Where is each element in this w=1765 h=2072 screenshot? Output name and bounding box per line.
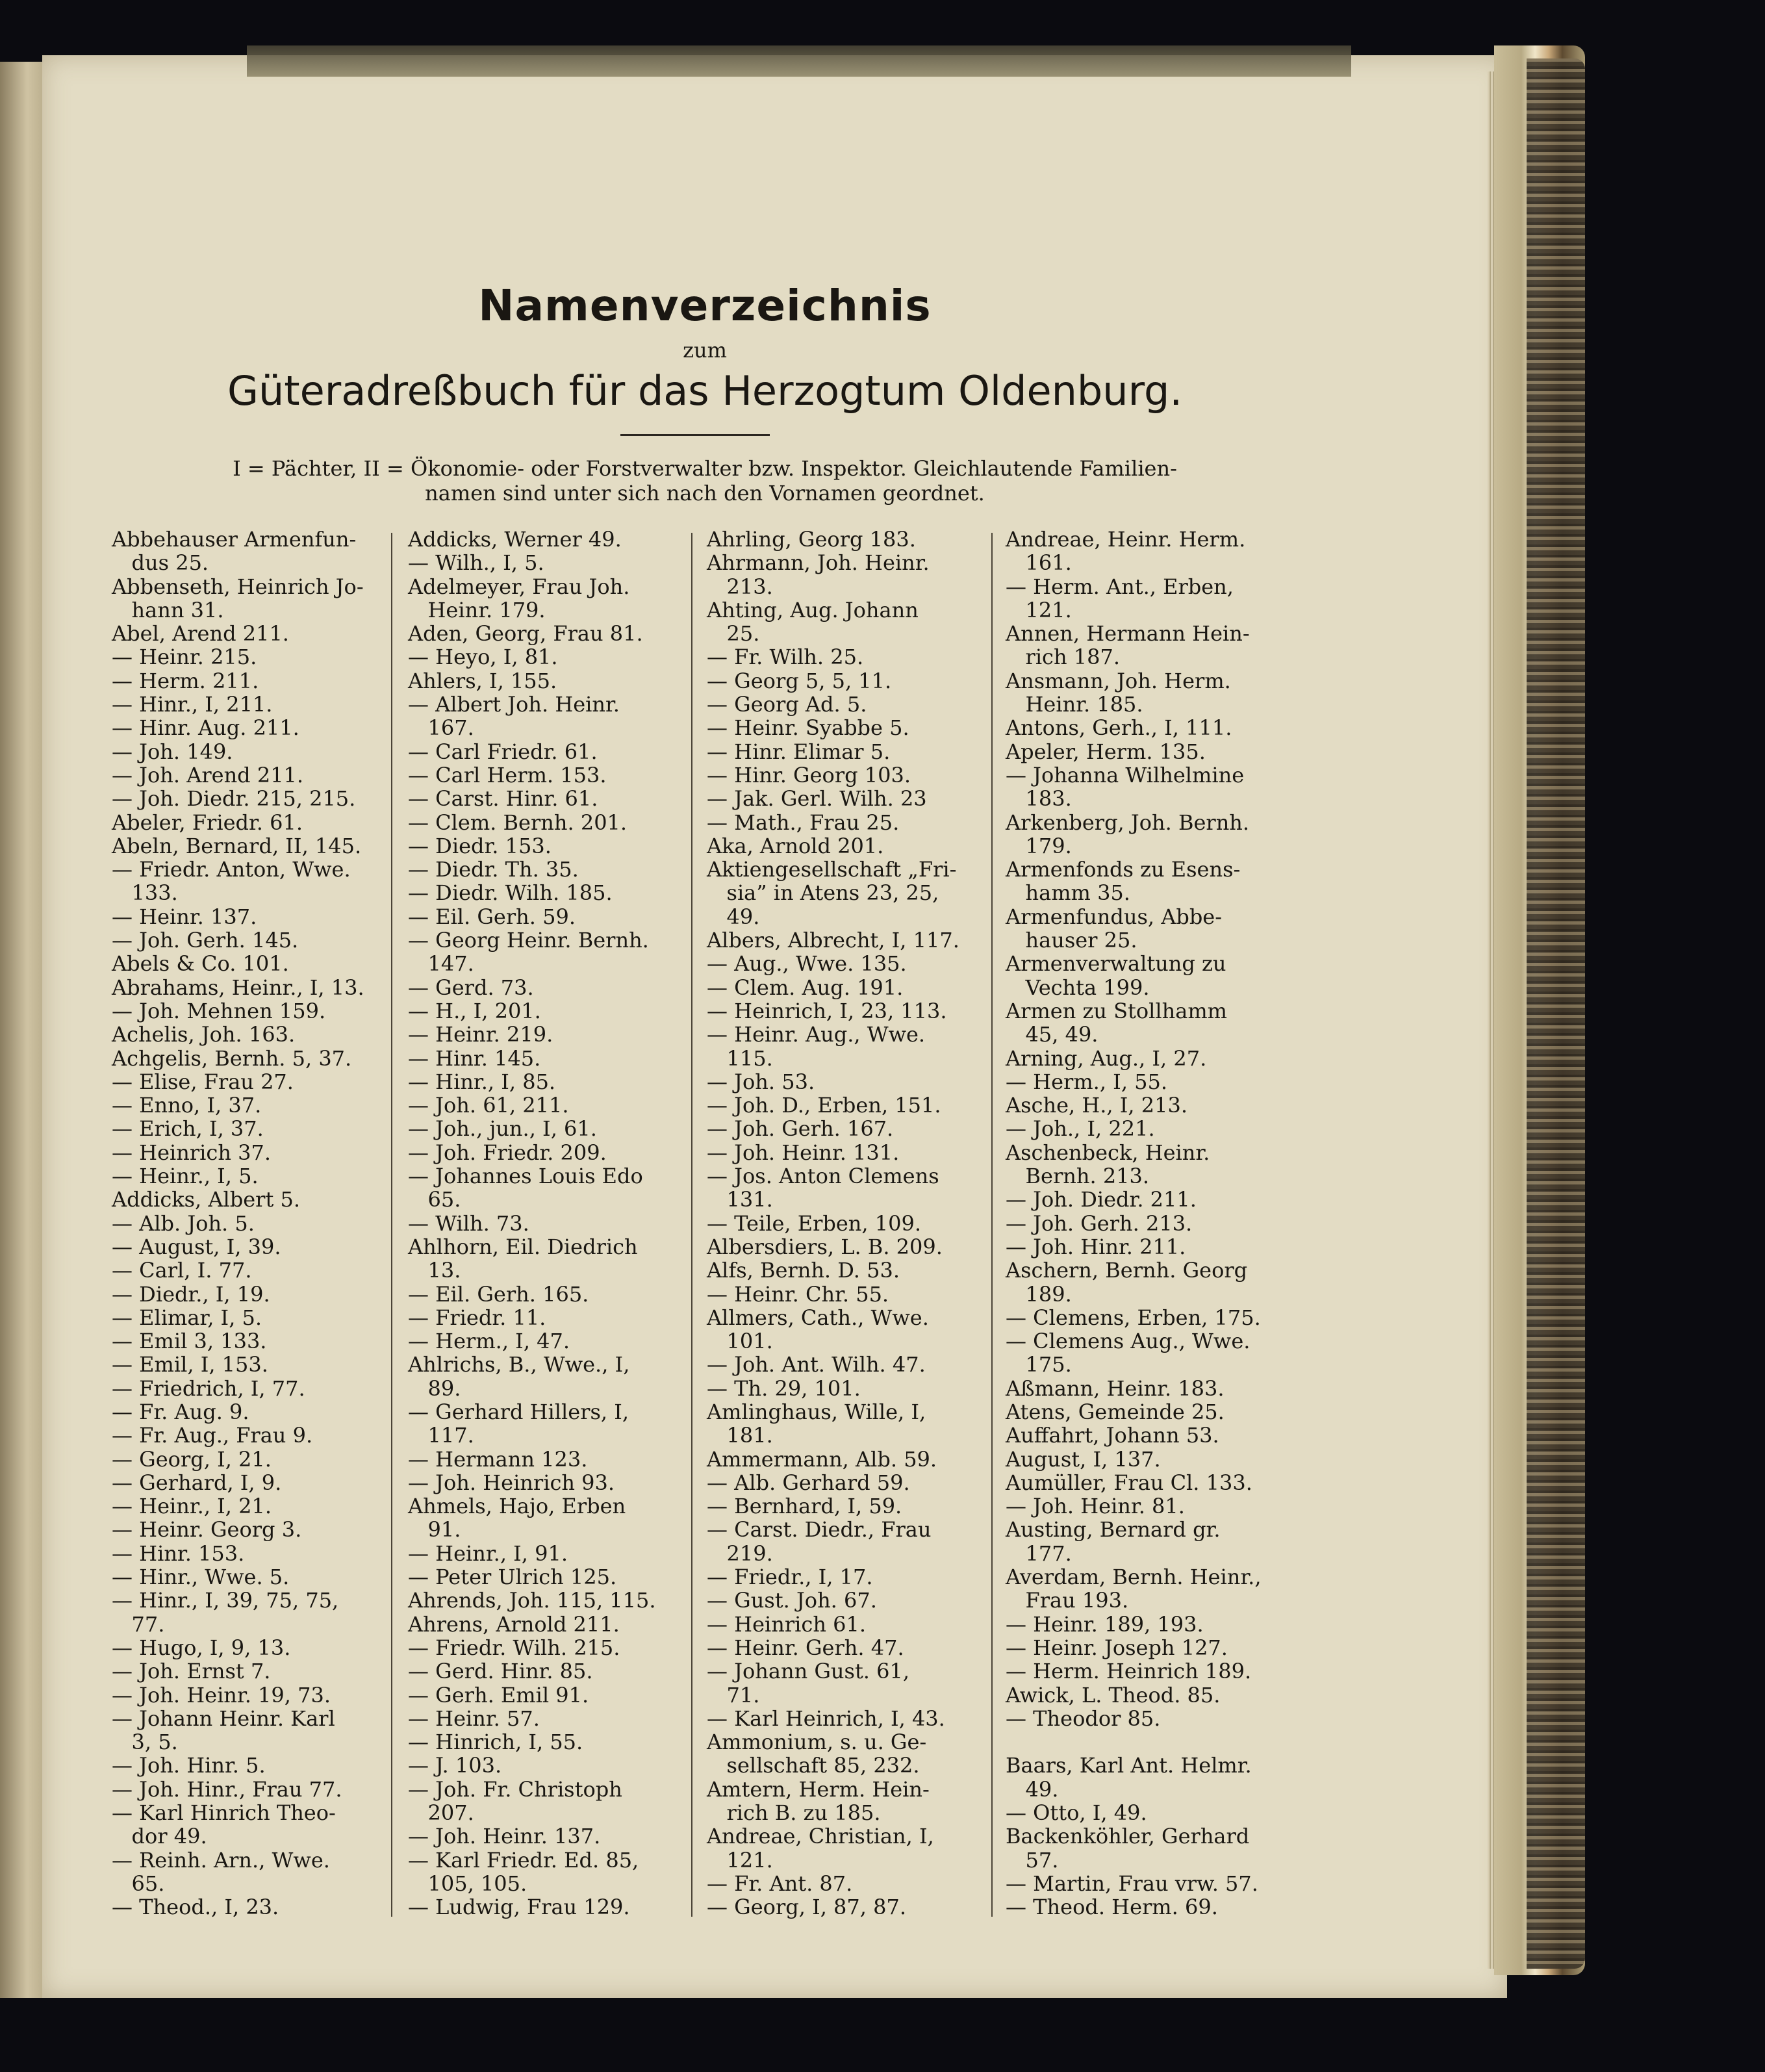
index-entry: — Eil. Gerh. 165. [408,1281,589,1307]
index-entry: 49. [707,904,760,929]
index-entry: — Joh. Arend 211. [112,762,304,787]
index-entry: 91. [408,1517,461,1542]
index-entry: Armenverwaltung zu [1006,951,1226,977]
index-entry: — Herm. Ant., Erben, [1006,574,1234,599]
index-entry: — Jos. Anton Clemens [707,1164,939,1189]
index-entry: Ahrens, Arnold 211. [408,1611,620,1637]
index-entry: 121. [707,1847,773,1873]
index-entry: — Diedr. Wilh. 185. [408,880,613,906]
index-entry: Ahlrichs, B., Wwe., I, [408,1352,630,1377]
index-entry: 117. [408,1423,474,1448]
index-entry: — Joh. 53. [707,1069,815,1094]
index-entry: — Hermann 123. [408,1446,588,1472]
index-entry: — Heinr. Georg 3. [112,1517,302,1542]
index-entry: — Gust. Joh. 67. [707,1588,877,1613]
index-entry: 177. [1006,1541,1072,1566]
index-entry: — Math., Frau 25. [707,810,900,835]
index-entry: Albers, Albrecht, I, 117. [707,928,959,953]
index-column-3 [707,528,959,1919]
index-entry: Aktiengesellschaft „Fri- [707,857,957,882]
index-entry: — Aug., Wwe. 135. [707,951,907,977]
index-entry: Arning, Aug., I, 27. [1006,1045,1207,1071]
index-entry: 167. [408,715,474,741]
index-entry: Awick, L. Theod. 85. [1006,1682,1221,1707]
index-entry: rich B. zu 185. [707,1800,881,1826]
index-entry: — Joh. Ernst 7. [112,1659,271,1684]
index-entry: — Joh. 149. [112,739,233,764]
index-entry: — Hinr. Aug. 211. [112,715,299,741]
index-entry: rich 187. [1006,645,1120,670]
index-entry: — Emil 3, 133. [112,1329,267,1354]
index-entry: 219. [707,1541,773,1566]
index-entry: — Hinr., Wwe. 5. [112,1565,290,1590]
index-entry: — Georg Heinr. Bernh. [408,928,649,953]
index-entry: Abel, Arend 211. [112,621,289,646]
index-entry: — Hinr. 145. [408,1045,541,1071]
index-entry: Bernh. 213. [1006,1164,1150,1189]
index-entry: — Th. 29, 101. [707,1375,861,1401]
index-entry: Addicks, Albert 5. [112,1187,301,1212]
index-entry: — Hinr., I, 39, 75, 75, [112,1588,339,1613]
index-entry: — Georg, I, 21. [112,1446,272,1472]
index-entry: Ahmels, Hajo, Erben [408,1494,626,1519]
index-entry: — Otto, I, 49. [1006,1800,1147,1826]
index-entry: 183. [1006,786,1072,812]
index-entry: — Hinr. Elimar 5. [707,739,891,764]
index-column-4 [1006,528,1262,1919]
page-subtitle: zum [683,338,727,363]
index-entry: — Joh. Heinr. 131. [707,1140,900,1165]
index-entry: — Herm., I, 47. [408,1329,570,1354]
index-entry: 179. [1006,833,1072,858]
index-entry: Heinr. 179. [408,597,546,622]
index-entry: Arkenberg, Joh. Bernh. [1006,810,1250,835]
index-entry: Aumüller, Frau Cl. 133. [1006,1470,1252,1495]
index-column-2 [408,528,656,1919]
index-entry: Abeln, Bernard, II, 145. [112,833,362,858]
index-entry: Atens, Gemeinde 25. [1006,1399,1225,1424]
index-entry: — Hinr. 153. [112,1541,245,1566]
index-entry: Addicks, Werner 49. [408,527,622,552]
index-entry: Vechta 199. [1006,975,1150,1000]
index-entry: — Hugo, I, 9, 13. [112,1635,291,1660]
index-entry: — Carl Friedr. 61. [408,739,598,764]
index-entry: — Gerd. Hinr. 85. [408,1659,593,1684]
index-entry: 65. [112,1871,165,1896]
index-entry: — Joh. Heinrich 93. [408,1470,615,1495]
index-entry: — Friedrich, I, 77. [112,1375,305,1401]
index-entry: — Georg 5, 5, 11. [707,668,892,693]
index-entry: Baars, Karl Ant. Helmr. [1006,1753,1252,1778]
index-entry: — Heinr. 57. [408,1706,540,1731]
index-entry: 3, 5. [112,1730,178,1755]
index-entry: Ammonium, s. u. Ge- [707,1730,927,1755]
index-entry: — J. 103. [408,1753,502,1778]
index-entry: — Carst. Diedr., Frau [707,1517,932,1542]
index-entry: — Joh. Friedr. 209. [408,1140,607,1165]
index-entry: Aka, Arnold 201. [707,833,884,858]
index-entry: — Joh. Heinr. 19, 73. [112,1682,331,1707]
index-entry: Armenfundus, Abbe- [1006,904,1223,929]
index-entry: — Theod., I, 23. [112,1895,279,1920]
index-entry: Ammermann, Alb. 59. [707,1446,937,1472]
index-entry: — Theod. Herm. 69. [1006,1895,1218,1920]
index-entry: Abrahams, Heinr., I, 13. [112,975,364,1000]
index-entry: — Fr. Wilh. 25. [707,645,864,670]
index-entry: — Herm., I, 55. [1006,1069,1168,1094]
index-entry: — Joh. Heinr. 81. [1006,1494,1185,1519]
index-entry: — Eil. Gerh. 59. [408,904,576,929]
index-entry: — Heinr., I, 91. [408,1541,568,1566]
index-entry: — Reinh. Arn., Wwe. [112,1847,330,1873]
book-title: Güteradreßbuch für das Herzogtum Oldenburg. [227,367,1183,415]
index-entry: — Heinr. 215. [112,645,257,670]
index-entry: — Heinr., I, 5. [112,1164,259,1189]
index-entry: 77. [112,1611,165,1637]
index-entry: — Erich, I, 37. [112,1116,264,1142]
index-column-1 [112,528,364,1919]
index-entry: sia” in Atens 23, 25, [707,880,939,906]
index-entry: — August, I, 39. [112,1234,281,1259]
index-entry: Abbenseth, Heinrich Jo- [112,574,364,599]
index-entry: — Alb. Joh. 5. [112,1210,255,1236]
index-entry: Armen zu Stollhamm [1006,998,1227,1023]
index-entry: Averdam, Bernh. Heinr., [1006,1565,1262,1590]
index-entry: — Clemens, Erben, 175. [1006,1305,1261,1330]
index-entry: — Karl Hinrich Theo- [112,1800,336,1826]
index-entry: Asche, H., I, 213. [1006,1093,1187,1118]
index-entry: — Peter Ulrich 125. [408,1565,617,1590]
index-entry: — Fr. Aug. 9. [112,1399,249,1424]
index-entry: Allmers, Cath., Wwe. [707,1305,929,1330]
book-cover-edge [1527,58,1585,1969]
index-entry: hamm 35. [1006,880,1130,906]
index-entry: — Fr. Aug., Frau 9. [112,1423,313,1448]
index-entry: — Bernhard, I, 59. [707,1494,902,1519]
index-entry: — Friedr., I, 17. [707,1565,873,1590]
previous-page-edge [0,62,47,1998]
index-entry: — Johann Gust. 61, [707,1659,910,1684]
index-entry: Abbehauser Armenfun- [112,527,357,552]
index-entry: Adelmeyer, Frau Joh. [408,574,630,599]
index-entry: — Georg, I, 87, 87. [707,1895,906,1920]
index-entry: 181. [707,1423,773,1448]
index-entry: 121. [1006,597,1072,622]
title-rule [620,434,770,436]
index-entry: — Hinr. Georg 103. [707,762,911,787]
index-entry: — Joh. Fr. Christoph [408,1776,622,1802]
index-entry: Heinr. 185. [1006,692,1143,717]
index-entry: — Joh. Heinr. 137. [408,1824,601,1849]
index-entry: — Johann Heinr. Karl [112,1706,335,1731]
index-entry: 189. [1006,1281,1072,1307]
index-entry: — Joh. Hinr. 211. [1006,1234,1186,1259]
page-title: Namenverzeichnis [478,281,932,331]
index-entry: — Friedr. Anton, Wwe. [112,857,351,882]
index-entry: 207. [408,1800,474,1826]
index-entry: Alfs, Bernh. D. 53. [707,1258,900,1283]
index-entry: 131. [707,1187,773,1212]
index-entry: — Joh. Mehnen 159. [112,998,326,1023]
index-entry: hauser 25. [1006,928,1137,953]
index-entry: 57. [1006,1847,1059,1873]
index-entry: — Georg Ad. 5. [707,692,867,717]
index-entry: — Joh. 61, 211. [408,1093,569,1118]
index-entry: — Wilh., I, 5. [408,550,544,576]
index-entry: — Emil, I, 153. [112,1352,268,1377]
index-entry: — Herm. Heinrich 189. [1006,1659,1252,1684]
index-entry: — Heinr., I, 21. [112,1494,272,1519]
index-entry: Armenfonds zu Esens- [1006,857,1241,882]
index-entry: 71. [707,1682,760,1707]
legend-line-2: namen sind unter sich nach den Vornamen geordnet. [425,481,985,505]
index-entry: 133. [112,880,178,906]
index-entry: dus 25. [112,550,209,576]
index-entry: — Heinr. 189, 193. [1006,1611,1204,1637]
index-entry: — Diedr. Th. 35. [408,857,579,882]
index-entry: — Herm. 211. [112,668,259,693]
index-entry: 65. [408,1187,461,1212]
index-entry: Annen, Hermann Hein- [1006,621,1250,646]
index-entry: 147. [408,951,474,977]
index-entry: — Clem. Bernh. 201. [408,810,628,835]
index-entry: — Clemens Aug., Wwe. [1006,1329,1251,1354]
index-entry: — Heinr. Aug., Wwe. [707,1022,926,1047]
index-entry: — Jak. Gerl. Wilh. 23 [707,786,927,812]
column-separator [691,533,692,1917]
index-entry: Achelis, Joh. 163. [112,1022,296,1047]
index-entry: 101. [707,1329,773,1354]
index-entry: Andreae, Heinr. Herm. [1006,527,1246,552]
index-entry: — Heinr. Gerh. 47. [707,1635,904,1660]
index-entry: — Diedr., I, 19. [112,1281,270,1307]
index-entry: — Joh. Diedr. 211. [1006,1187,1197,1212]
index-entry: — Wilh. 73. [408,1210,529,1236]
index-entry: Auffahrt, Johann 53. [1006,1423,1219,1448]
index-entry: — Elise, Frau 27. [112,1069,294,1094]
index-entry: — Karl Friedr. Ed. 85, [408,1847,639,1873]
index-entry: — Heinr. Syabbe 5. [707,715,909,741]
index-entry [1006,1730,1262,1754]
index-entry: — Diedr. 153. [408,833,552,858]
index-entry: 89. [408,1375,461,1401]
index-entry: Aschenbeck, Heinr. [1006,1140,1210,1165]
index-entry: Amtern, Herm. Hein- [707,1776,930,1802]
index-entry: Abeler, Friedr. 61. [112,810,303,835]
index-entry: 49. [1006,1776,1059,1802]
index-entry: Aschern, Bernh. Georg [1006,1258,1248,1283]
index-entry: — Heinr. Chr. 55. [707,1281,889,1307]
index-entry: — Theodor 85. [1006,1706,1161,1731]
index-entry: Frau 193. [1006,1588,1129,1613]
index-entry: Aßmann, Heinr. 183. [1006,1375,1225,1401]
index-entry: — Teile, Erben, 109. [707,1210,921,1236]
index-entry: — Hinr., I, 211. [112,692,273,717]
index-entry: Ahlers, I, 155. [408,668,557,693]
index-entry: Ahlhorn, Eil. Diedrich [408,1234,638,1259]
index-entry: — H., I, 201. [408,998,541,1023]
index-entry: Ansmann, Joh. Herm. [1006,668,1231,693]
index-entry: — Heinr. 219. [408,1022,553,1047]
index-entry: — Joh., I, 221. [1006,1116,1155,1142]
index-entry: — Joh. Gerh. 145. [112,928,299,953]
index-entry: Ahrends, Joh. 115, 115. [408,1588,656,1613]
index-entry: — Johannes Louis Edo [408,1164,643,1189]
index-entry: dor 49. [112,1824,207,1849]
index-entry: Ahrmann, Joh. Heinr. [707,550,930,576]
index-entry: — Clem. Aug. 191. [707,975,904,1000]
index-entry: 13. [408,1258,461,1283]
index-entry: 175. [1006,1352,1072,1377]
index-entry: — Hinr., I, 85. [408,1069,556,1094]
index-entry: — Alb. Gerhard 59. [707,1470,910,1495]
index-entry: Abels & Co. 101. [112,951,289,977]
index-entry: — Joh. Gerh. 213. [1006,1210,1193,1236]
index-entry: — Heyo, I, 81. [408,645,558,670]
index-entry: — Gerhard, I, 9. [112,1470,282,1495]
index-entry: — Joh., jun., I, 61. [408,1116,597,1142]
index-entry: — Carst. Hinr. 61. [408,786,598,812]
index-entry: Achgelis, Bernh. 5, 37. [112,1045,352,1071]
index-entry: — Friedr. 11. [408,1305,546,1330]
index-entry: — Heinr. 137. [112,904,257,929]
index-entry: — Heinrich 37. [112,1140,271,1165]
index-entry: — Joh. D., Erben, 151. [707,1093,941,1118]
index-entry: Albersdiers, L. B. 209. [707,1234,943,1259]
legend-line-1: I = Pächter, II = Ökonomie- oder Forstverwalter bzw. Inspektor. Gleichlautende Familien- [233,456,1177,481]
index-entry: Antons, Gerh., I, 111. [1006,715,1232,741]
index-entry: — Enno, I, 37. [112,1093,262,1118]
index-entry: sellschaft 85, 232. [707,1753,920,1778]
index-entry: — Elimar, I, 5. [112,1305,262,1330]
index-entry: Aden, Georg, Frau 81. [408,621,643,646]
index-entry: — Gerhard Hillers, I, [408,1399,629,1424]
index-entry: 105, 105. [408,1871,527,1896]
index-entry: — Joh. Diedr. 215, 215. [112,786,356,812]
index-entry: Backenköhler, Gerhard [1006,1824,1250,1849]
index-entry: — Johanna Wilhelmine [1006,762,1245,787]
index-entry: — Friedr. Wilh. 215. [408,1635,620,1660]
index-entry: — Fr. Ant. 87. [707,1871,853,1896]
index-entry: Amlinghaus, Wille, I, [707,1399,926,1424]
index-entry: — Gerd. 73. [408,975,534,1000]
index-entry: Ahrling, Georg 183. [707,527,916,552]
index-entry: — Joh. Hinr. 5. [112,1753,266,1778]
top-binding [247,45,1351,77]
index-entry: — Heinrich, I, 23, 113. [707,998,947,1023]
column-separator [391,533,392,1917]
index-entry: 45, 49. [1006,1022,1098,1047]
index-entry: Ahting, Aug. Johann [707,597,919,622]
index-entry: — Carl, I. 77. [112,1258,252,1283]
index-entry: — Joh. Hinr., Frau 77. [112,1776,342,1802]
index-entry: — Carl Herm. 153. [408,762,607,787]
index-entry: August, I, 137. [1006,1446,1161,1472]
column-separator [991,533,993,1917]
index-entry: — Joh. Ant. Wilh. 47. [707,1352,926,1377]
index-entry: — Albert Joh. Heinr. [408,692,620,717]
index-entry: 25. [707,621,760,646]
index-entry: Andreae, Christian, I, [707,1824,934,1849]
index-entry: — Heinrich 61. [707,1611,866,1637]
index-entry: — Heinr. Joseph 127. [1006,1635,1228,1660]
legend [146,456,1263,505]
index-entry: Apeler, Herm. 135. [1006,739,1206,764]
index-entry: 115. [707,1045,773,1071]
index-entry: 161. [1006,550,1072,576]
index-entry: 213. [707,574,773,599]
index-entry: — Martin, Frau vrw. 57. [1006,1871,1258,1896]
index-entry: hann 31. [112,597,224,622]
index-entry: — Joh. Gerh. 167. [707,1116,894,1142]
index-entry: — Hinrich, I, 55. [408,1730,583,1755]
index-entry: — Gerh. Emil 91. [408,1682,589,1707]
index-entry: Austing, Bernard gr. [1006,1517,1221,1542]
index-entry: — Karl Heinrich, I, 43. [707,1706,945,1731]
index-entry: — Ludwig, Frau 129. [408,1895,630,1920]
